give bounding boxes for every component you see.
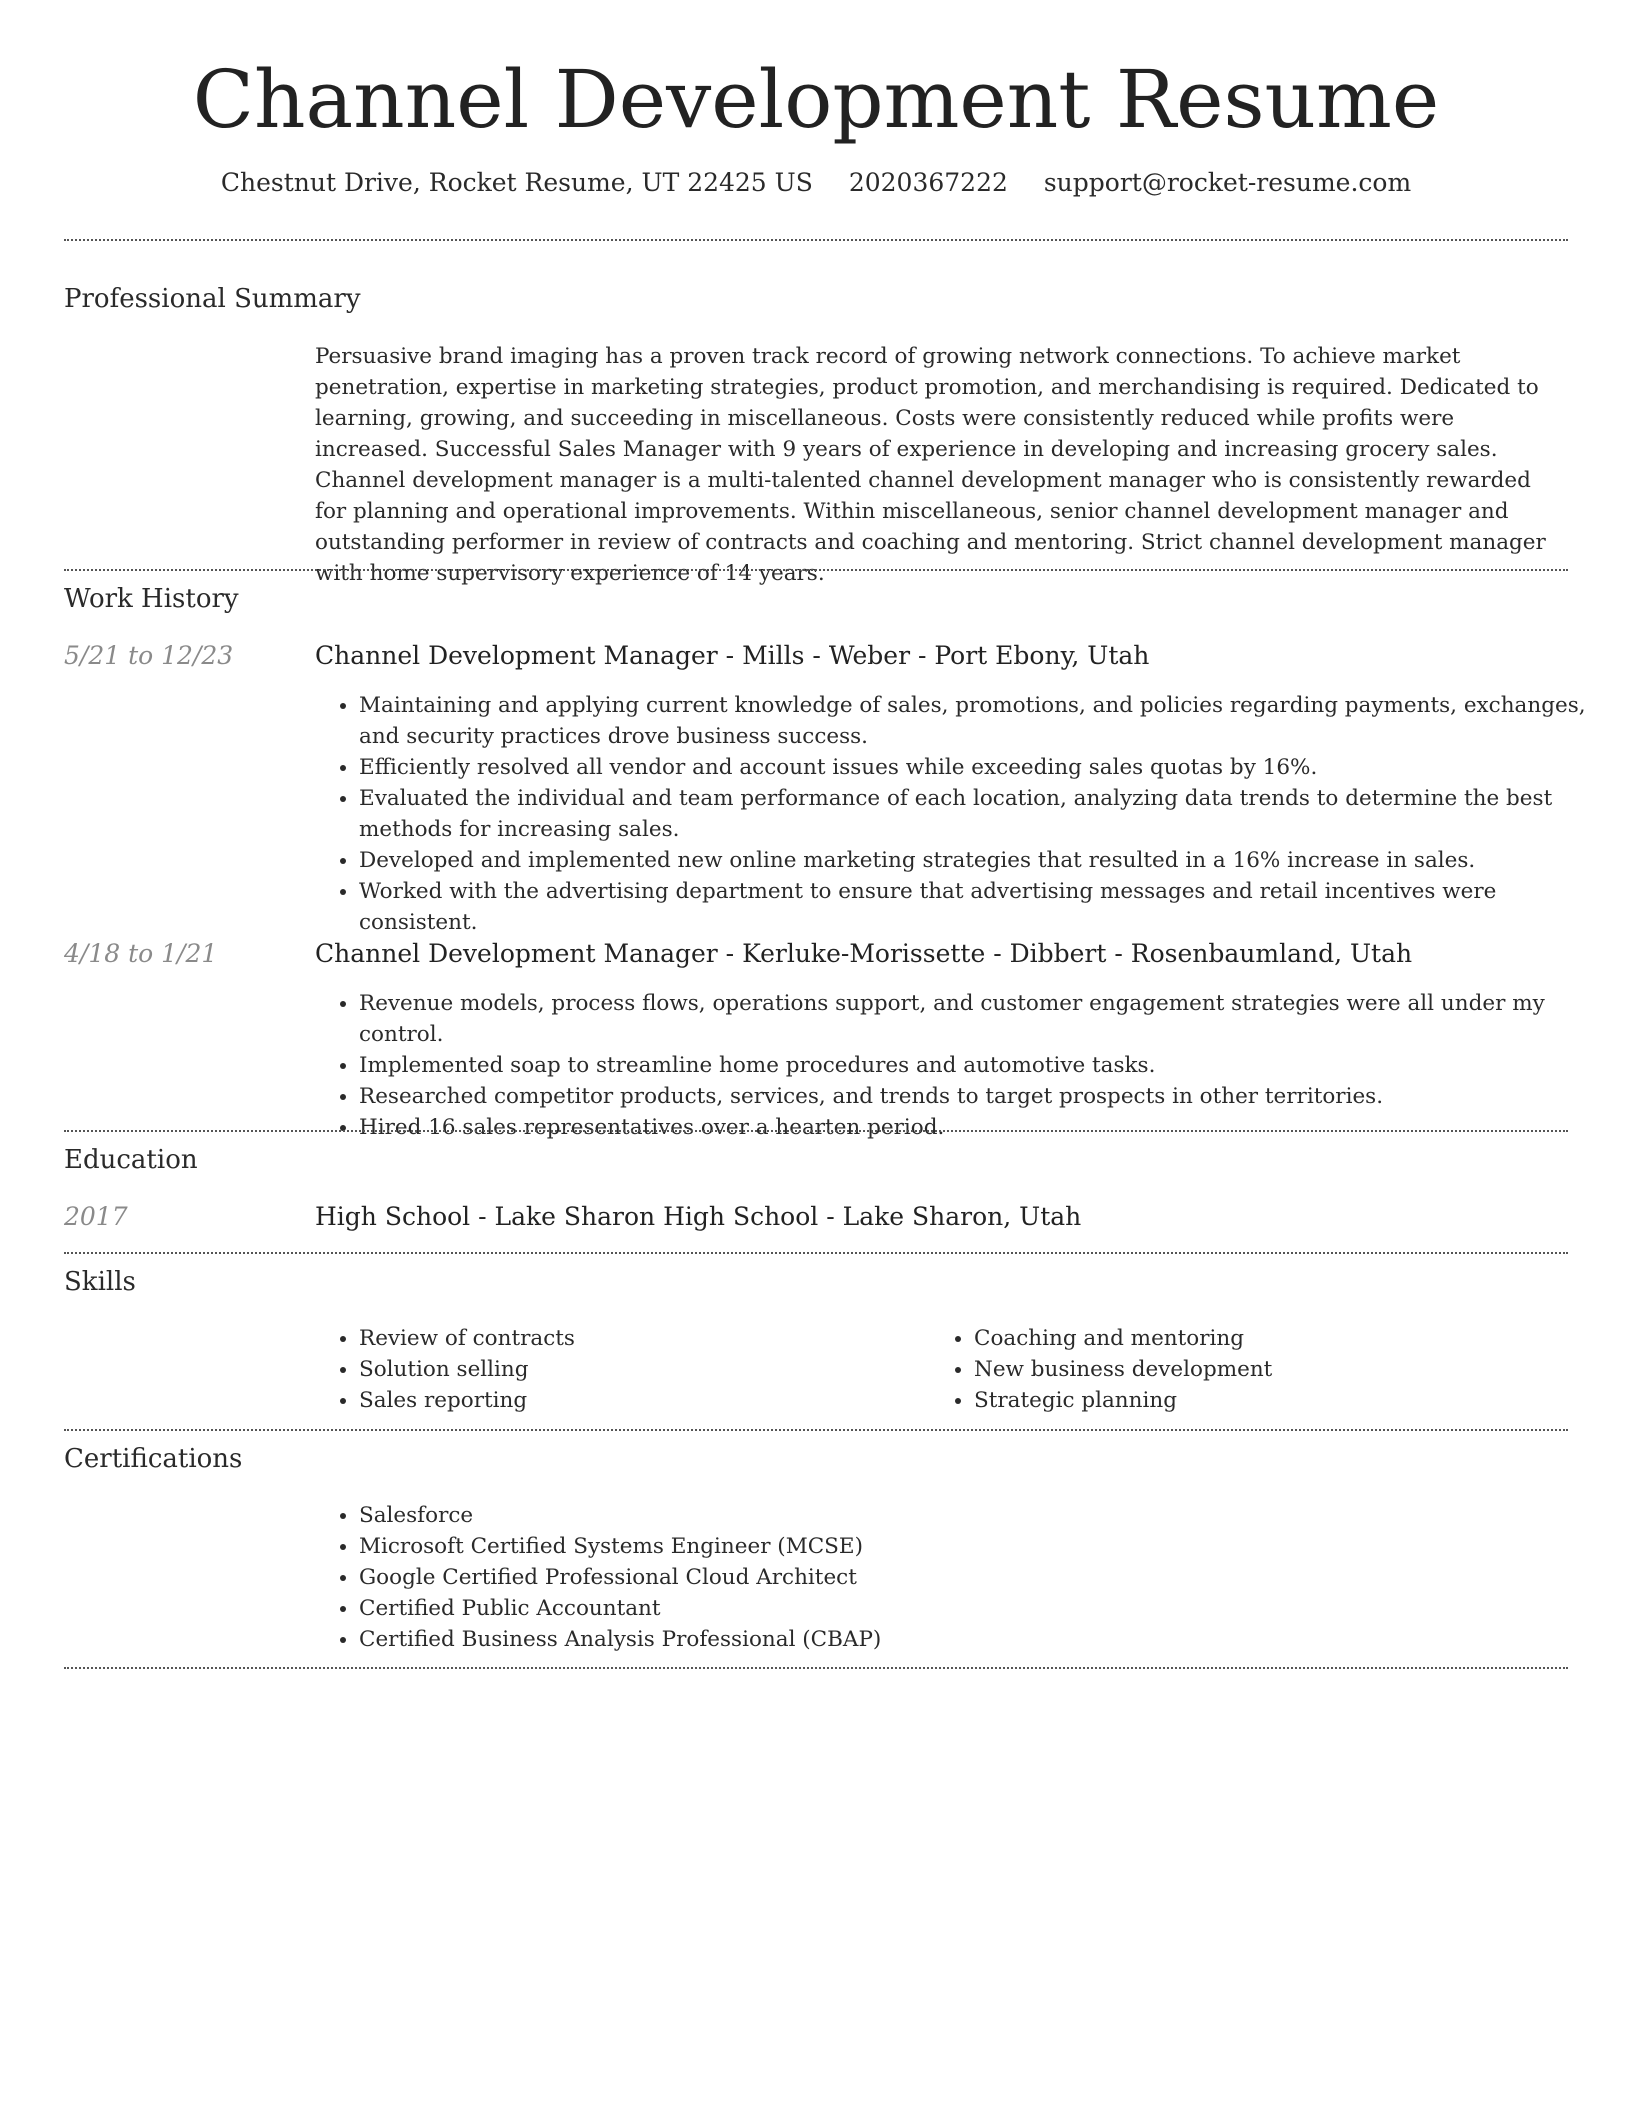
education-heading: Education (64, 1145, 198, 1175)
resume-name: Channel Development Resume (192, 53, 1440, 146)
divider (64, 1667, 1568, 1669)
job-bullet: • Revenue models, process flows, operations support, and customer engagement strategies were all under my control. (359, 988, 1612, 1050)
skill-item: • Sales reporting (359, 1385, 939, 1416)
job-heading: Channel Development Manager - Mills - Weber - Port Ebony, Utah (315, 641, 1150, 670)
certification-item: • Microsoft Certified Systems Engineer (MCSE) (359, 1531, 1612, 1562)
skill-item: • Solution selling (359, 1354, 939, 1385)
resume-header (64, 50, 1568, 200)
job-bullet: • Evaluated the individual and team performance of each location, analyzing data trends to determine the best methods for increasing sales. (359, 783, 1612, 845)
certification-item: • Certified Business Analysis Professional (CBAP) (359, 1624, 1612, 1655)
divider (64, 1429, 1568, 1431)
certification-item: • Google Certified Professional Cloud Architect (359, 1562, 1612, 1593)
job-bullet: • Developed and implemented new online marketing strategies that resulted in a 16% increase in sales. (359, 845, 1612, 876)
divider (64, 1130, 1568, 1132)
divider (64, 1252, 1568, 1254)
contact-line (64, 166, 1568, 200)
job-bullets (315, 690, 1612, 938)
summary-text: Persuasive brand imaging has a proven track record of growing network connections. To achieve market penetration, expertise in marketing strategies, product promotion, and merchandising is required. Dedicated to learning, growing, and succeeding in miscellaneous. Costs were consistently reduced while profits were increased. Successful Sales Manager with 9 years of experience in developing and increasing grocery sales. Channel development manager is a multi-talented channel development manager who is consistently rewarded for planning and operational improvements. Within miscellaneous, senior channel development manager and outstanding performer in review of contracts and coaching and mentoring. Strict channel development manager with home supervisory experience of 14 years. (315, 344, 1546, 586)
job-bullet: • Efficiently resolved all vendor and account issues while exceeding sales quotas by 16%. (359, 752, 1612, 783)
education-year: 2017 (64, 1202, 128, 1231)
contact-address: Chestnut Drive, Rocket Resume, UT 22425 US (220, 168, 813, 197)
certifications-heading: Certifications (64, 1444, 243, 1474)
job-dates: 4/18 to 1/21 (64, 939, 218, 968)
skill-item: • Review of contracts (359, 1323, 939, 1354)
job-bullet: • Hired 16 sales representatives over a hearten period. (359, 1112, 1612, 1143)
job-bullet: • Maintaining and applying current knowledge of sales, promotions, and policies regarding payments, exchanges, and security practices drove business success. (359, 690, 1612, 752)
contact-phone: 2020367222 (848, 168, 1008, 197)
job-dates: 5/21 to 12/23 (64, 641, 234, 670)
certifications-list (315, 1500, 1612, 1655)
skills-heading: Skills (64, 1267, 136, 1297)
work-history-heading: Work History (64, 584, 239, 614)
certification-item: • Salesforce (359, 1500, 1612, 1531)
job-bullet: • Researched competitor products, services, and trends to target prospects in other territories. (359, 1081, 1612, 1112)
job-bullets (315, 988, 1612, 1143)
skill-item: • Coaching and mentoring (974, 1323, 1574, 1354)
education-entry: High School - Lake Sharon High School - Lake Sharon, Utah (315, 1202, 1082, 1231)
job-heading: Channel Development Manager - Kerluke-Morissette - Dibbert - Rosenbaumland, Utah (315, 939, 1413, 968)
skill-item: • New business development (974, 1354, 1574, 1385)
certification-item: • Certified Public Accountant (359, 1593, 1612, 1624)
skills-list-right (930, 1323, 1574, 1416)
skill-item: • Strategic planning (974, 1385, 1574, 1416)
contact-email: support@rocket-resume.com (1043, 168, 1412, 197)
divider (64, 569, 1568, 571)
summary-heading: Professional Summary (64, 284, 361, 314)
job-bullet: • Worked with the advertising department to ensure that advertising messages and retail incentives were consistent. (359, 876, 1612, 938)
job-bullet: • Implemented soap to streamline home procedures and automotive tasks. (359, 1050, 1612, 1081)
skills-list-left (315, 1323, 939, 1416)
divider (64, 239, 1568, 241)
